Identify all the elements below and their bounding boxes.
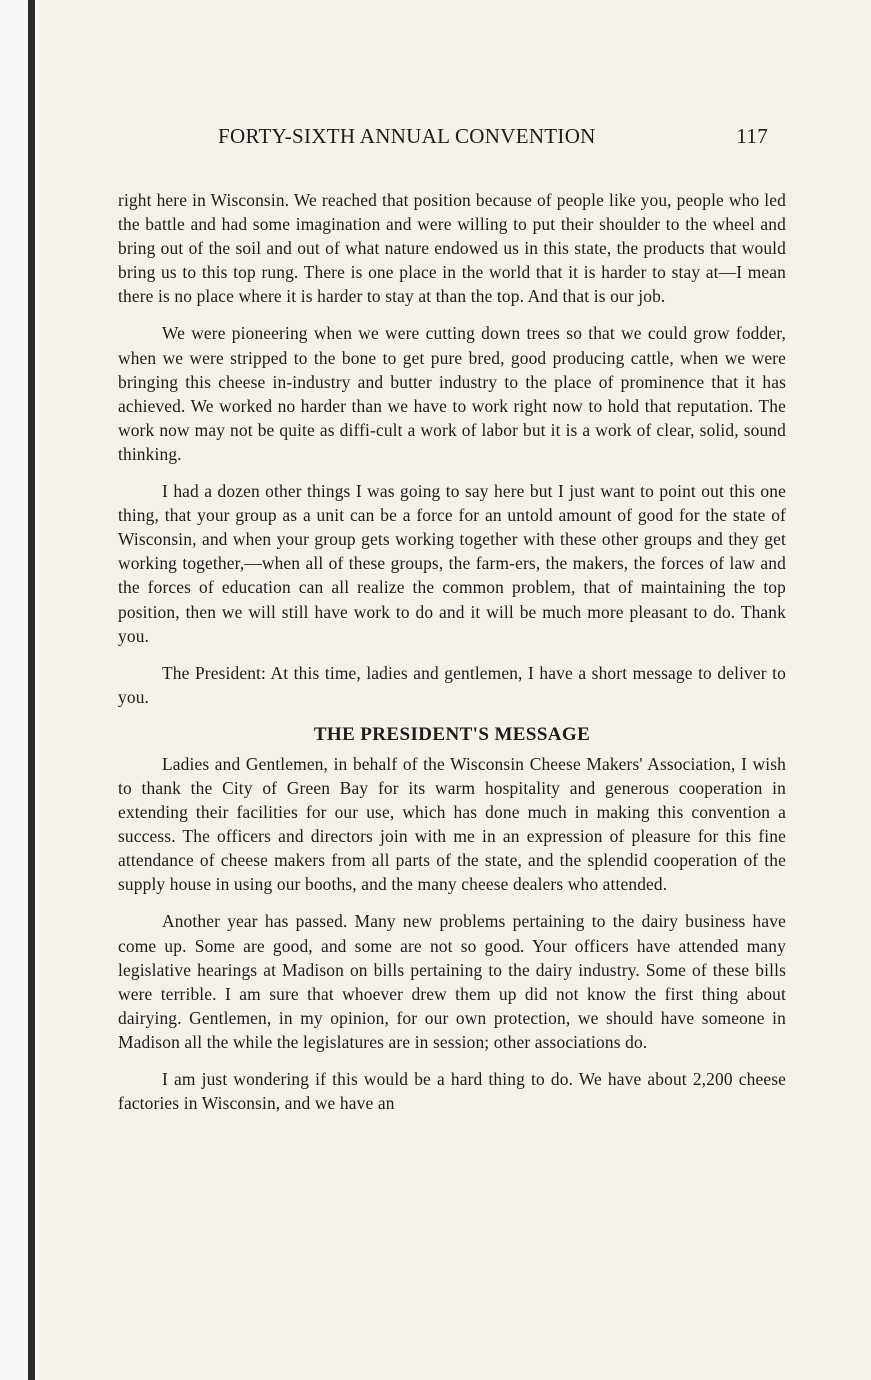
- binding-shadow-line: [28, 0, 35, 1380]
- message-paragraph: Another year has passed. Many new problems pertaining to the dairy business have come up. Some are good, and some are not so good. Your officers have attended many legislative hearings at Madison on bills pertaining to the dairy industry. Some of these bills were terrible. I am sure that whoever drew them up did not know the first thing about dairying. Gentlemen, in my opinion, for our own protection, we should have someone in Madison all the while the legislatures are in session; other associations do.: [118, 911, 786, 1052]
- message-paragraph: I am just wondering if this would be a hard thing to do. We have about 2,200 cheese factories in Wisconsin, and we have an: [118, 1069, 786, 1114]
- running-header: [118, 118, 786, 158]
- running-title: FORTY-SIXTH ANNUAL CONVENTION: [218, 124, 596, 148]
- document-page: [118, 118, 786, 1128]
- paragraph: I had a dozen other things I was going to say here but I just want to point out this one thing, that your group as a unit can be a force for an untold amount of good for the state of Wisconsin, and when your group gets working together with these other groups and they get working together,—when all of these groups, the farm-ers, the makers, the forces of law and the forces of education can all realize the common problem, that of maintaining the top position, then we will still have work to do and it will be much more pleasant to do. Thank you.: [118, 481, 786, 646]
- paragraph: right here in Wisconsin. We reached that position because of people like you, people who led the battle and had some imagination and were willing to put their shoulder to the wheel and bring out of the soil and out of what nature endowed us in this state, the products that would bring us to this top rung. There is one place in the world that it is harder to stay at—I mean there is no place where it is harder to stay at than the top. And that is our job.: [118, 190, 786, 307]
- body-text: [118, 188, 786, 1115]
- section-heading: THE PRESIDENT'S MESSAGE: [313, 723, 591, 745]
- paragraph: We were pioneering when we were cutting down trees so that we could grow fodder, when we were stripped to the bone to get pure bred, good producing cattle, when we were bringing this cheese in-industry and butter industry to the place of prominence that it has achieved. We worked no harder than we have to work right now to hold that reputation. The work now may not be quite as diffi-cult a work of labor but it is a work of clear, solid, sound thinking.: [118, 323, 786, 464]
- paragraph: The President: At this time, ladies and gentlemen, I have a short message to deliver to you.: [118, 662, 786, 707]
- page-binding-edge: [0, 0, 38, 1380]
- page-number: 117: [736, 124, 768, 148]
- message-paragraph: Ladies and Gentlemen, in behalf of the Wisconsin Cheese Makers' Association, I wish to thank the City of Green Bay for its warm hospitality and generous cooperation in extending their facilities for our use, which has done much in making this convention a success. The officers and directors join with me in an expression of pleasure for this fine attendance of cheese makers from all parts of the state, and the splendid cooperation of the supply house in using our booths, and the many cheese dealers who attended.: [118, 753, 786, 895]
